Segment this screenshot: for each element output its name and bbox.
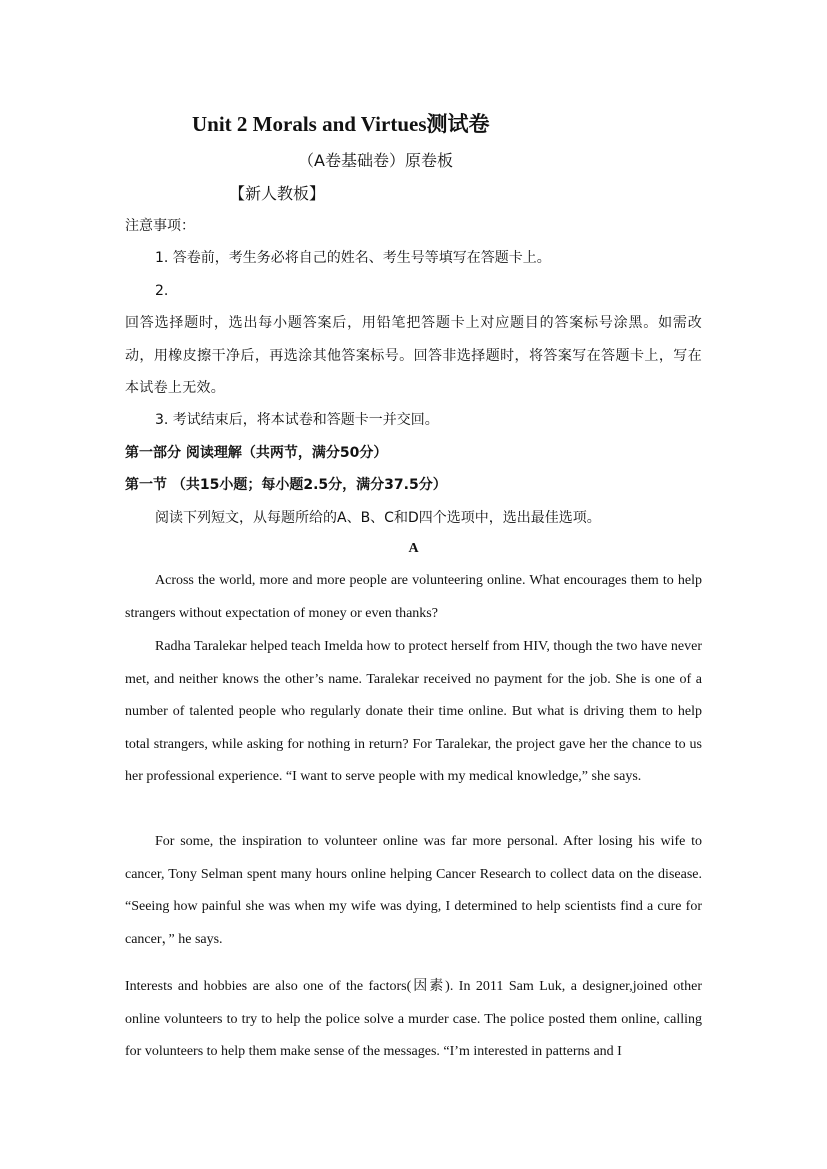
part-heading: 第一部分 阅读理解（共两节，满分50分） [125,445,388,461]
notice-item-2-text: 回答选择题时，选出每小题答案后，用铅笔把答题卡上对应题目的答案标号涂黑。如需改动，用橡皮擦干净后，再选涂其他答案标号。回答非选择题时，将答案写在答题卡上，写在本试卷上无效。 [125,315,702,396]
page-subtitle: （A卷基础卷）原卷板 [298,151,453,170]
edition-label: 【新人教板】 [229,184,326,203]
instruction-text: 阅读下列短文，从每题所给的A、B、C和D四个选项中，选出最佳选项。 [155,510,601,526]
notice-item-2-number: 2. [155,283,169,299]
section-heading: 第一节 （共15小题；每小题2.5分，满分37.5分） [125,477,447,493]
paragraph: For some, the inspiration to volunteer online was far more personal. After losing his wife to cancer, Tony Selman spent many hours online helping Cancer Research to collect data on the disease. “Seeing how painful she was when my wife was dying, I determined to help scientists find a cure for cancer，” he says. [125,834,702,947]
page-title: Unit 2 Morals and Virtues测试卷 [192,112,490,136]
notice-item-1: 1. 答卷前，考生务必将自己的姓名、考生号等填写在答题卡上。 [155,250,551,266]
paragraph: Across the world, more and more people are volunteering online. What encourages them to help strangers without expectation of money or even thanks? [125,573,702,621]
notice-heading: 注意事项： [125,218,195,234]
passage-label: A [408,541,419,556]
paragraph: Radha Taralekar helped teach Imelda how to protect herself from HIV, though the two have never met, and neither knows the other’s name. Taralekar received no payment for the job. She is one of a number of talented people who regularly donate their time online. But what is driving them to help total strangers, while asking for nothing in return? For Taralekar, the project gave her the chance to us her professional experience. “I want to serve people with my medical knowledge,” she says. [125,639,702,785]
paragraph: Interests and hobbies are also one of the factors(因素). In 2011 Sam Luk, a designer,joined other online volunteers to try to help the police solve a murder case. The police posted them online, calling for volunteers to help them make sense of the messages. “I’m interested in patterns and I [125,979,702,1060]
notice-item-3: 3. 考试结束后，将本试卷和答题卡一并交回。 [155,412,439,428]
